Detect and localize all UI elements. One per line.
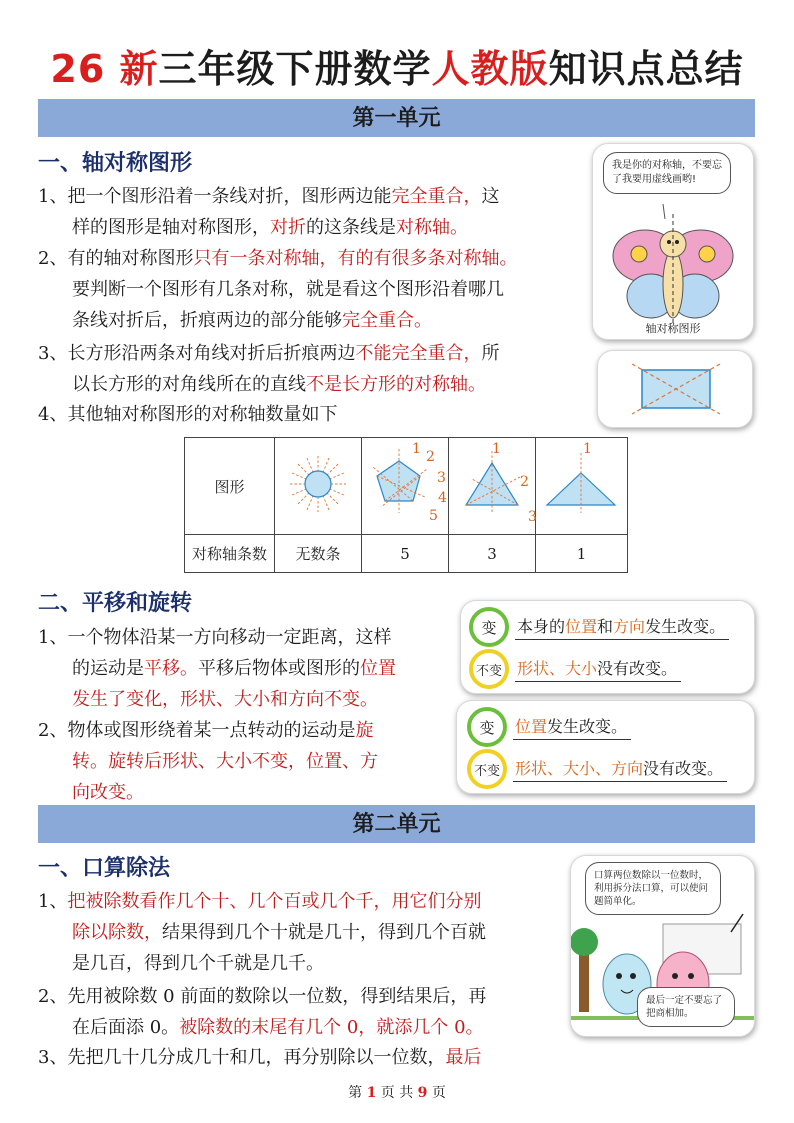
p-text: 把一个图形沿着一条线对折，图形两边能 (67, 186, 392, 207)
p-num: 1、 (38, 891, 68, 912)
butterfly-icon (593, 144, 753, 339)
p-highlight: 向改变。 (72, 782, 144, 803)
translation-change-row (469, 607, 729, 647)
p-highlight: 发生了变化，形状、大小和方向不变。 (72, 689, 378, 710)
division-speech-2: 最后一定不要忘了把商相加。 (637, 987, 735, 1027)
p-highlight: 被除数的末尾有几个 0，就添几个 0。 (179, 1017, 484, 1038)
table-cell: 5 (362, 535, 449, 573)
p-highlight: 旋 (355, 720, 374, 741)
table-row-label: 对称轴条数 (185, 535, 275, 573)
text: 发生改变。 (547, 717, 628, 736)
triangle-label-1: 1 (492, 441, 501, 457)
unit2-sec1-p3 (38, 1042, 568, 1073)
p-highlight: 不是长方形的对称轴。 (306, 374, 486, 395)
p-text: 以长方形的对角线所在的直线 (72, 374, 306, 395)
table-row (185, 535, 628, 573)
translation-same-row (469, 649, 681, 689)
p-highlight: 除以除数， (72, 922, 162, 943)
footer-text: 页 (431, 1085, 446, 1101)
unit1-sec1-p2 (38, 243, 598, 336)
p-highlight: 转。旋转后形状、大小不变，位置、方 (72, 751, 378, 772)
p-num: 1、 (38, 627, 68, 648)
p-highlight: 完全重合， (391, 186, 482, 207)
p-highlight: 只有一条对称轴，有的有很多条对称轴。 (193, 248, 518, 269)
isosceles-label-1: 1 (583, 441, 592, 457)
text: 没有改变。 (597, 659, 678, 678)
p-text: 物体或图形绕着某一点转动的运动是 (67, 720, 356, 741)
table-row (185, 438, 628, 535)
triangle-label-3: 3 (528, 509, 537, 525)
p-text: 条线对折后，折痕两边的部分能够 (72, 310, 342, 331)
same-text (513, 756, 727, 782)
p-highlight: 对称轴。 (396, 217, 468, 238)
triangle-label-2: 2 (520, 474, 529, 490)
pentagon-label-5: 5 (429, 508, 438, 524)
unit2-header: 第二单元 (38, 805, 755, 843)
unit1-sec1-heading: 一、轴对称图形 (38, 150, 193, 176)
isosceles-triangle-icon (537, 439, 626, 529)
table-row-label: 图形 (185, 438, 275, 535)
unit1-sec1-p3 (38, 338, 583, 400)
unit1-sec2-heading: 二、平移和旋转 (38, 590, 193, 616)
translation-card (460, 600, 755, 694)
p-num: 1、 (38, 186, 68, 207)
p-text: 是几百，得到几个千就是几千。 (72, 953, 324, 974)
text-highlight: 形状、大小、方向 (515, 759, 644, 778)
rotation-same-row (467, 749, 727, 789)
same-text (515, 656, 681, 682)
change-badge: 变 (467, 707, 507, 747)
isosceles-cell (536, 438, 628, 535)
p-text: 一个物体沿某一方向移动一定距离，这样 (67, 627, 392, 648)
unit1-header: 第一单元 (38, 99, 755, 137)
pentagon-label-2: 2 (426, 449, 435, 465)
p-text: 有的轴对称图形 (67, 248, 194, 269)
text-highlight: 方向 (613, 617, 646, 636)
p-num: 3、 (38, 343, 68, 364)
p-text: 的这条线是 (306, 217, 396, 238)
same-badge: 不变 (469, 649, 509, 689)
p-text: 长方形沿两条对角线对折后折痕两边 (67, 343, 356, 364)
p-highlight: 对折 (270, 217, 306, 238)
p-text: 要判断一个图形有几条对称，就是看这个图形沿着哪几 (72, 279, 504, 300)
p-highlight: 完全重合。 (342, 310, 432, 331)
unit1-sec2-p1 (38, 622, 458, 715)
p-text: 其他轴对称图形的对称轴数量如下 (67, 404, 338, 425)
pentagon-label-4: 4 (438, 490, 447, 506)
p-num: 2、 (38, 986, 68, 1007)
p-highlight: 把被除数看作几个十、几个百或几个千，用它们分别 (67, 891, 482, 912)
p-text: 所 (481, 343, 500, 364)
p-highlight: 平移。 (144, 658, 198, 679)
unit1-sec1-p4 (38, 399, 583, 430)
p-text: 这 (481, 186, 500, 207)
text: 发生改变。 (645, 617, 726, 636)
text: 和 (597, 617, 614, 636)
total-pages: 9 (417, 1085, 428, 1101)
p-highlight: 不能完全重合， (355, 343, 482, 364)
p-num: 4、 (38, 404, 68, 425)
text: 本身的 (517, 617, 566, 636)
table-cell: 1 (536, 535, 628, 573)
page-number: 1 (366, 1085, 377, 1101)
p-num: 2、 (38, 720, 68, 741)
division-speech-1: 口算两位数除以一位数时，利用拆分法口算，可以使问题简单化。 (585, 862, 721, 915)
circle-icon (276, 439, 360, 529)
pentagon-label-1: 1 (412, 441, 421, 457)
title-part4: 知识点总结 (548, 47, 744, 91)
title-part1: 26 新 (50, 47, 159, 91)
text-highlight: 位置 (565, 617, 598, 636)
butterfly-card (592, 143, 754, 340)
rotation-card (456, 700, 755, 794)
page-footer (0, 1082, 794, 1102)
p-text: 样的图形是轴对称图形， (72, 217, 270, 238)
same-badge: 不变 (467, 749, 507, 789)
p-num: 2、 (38, 248, 68, 269)
title-part3: 人教版 (431, 47, 549, 91)
unit2-sec1-heading: 一、口算除法 (38, 855, 171, 881)
butterfly-caption: 轴对称图形 (645, 322, 701, 335)
p-num: 3、 (38, 1047, 68, 1068)
change-text (513, 714, 631, 740)
unit1-sec2-p2 (38, 715, 458, 808)
text-highlight: 位置 (515, 717, 548, 736)
symmetry-axes-table (184, 437, 628, 573)
rectangle-diagonals-diagram (598, 351, 752, 427)
unit2-sec1-p2 (38, 981, 568, 1043)
table-cell: 3 (449, 535, 536, 573)
footer-text: 页 共 (380, 1085, 414, 1101)
p-text: 先把几十几分成几十和几，再分别除以一位数， (67, 1047, 446, 1068)
division-tip-card (570, 855, 755, 1037)
p-highlight: 位置 (360, 658, 396, 679)
unit2-sec1-p1 (38, 886, 568, 979)
change-badge: 变 (469, 607, 509, 647)
text: 没有改变。 (643, 759, 724, 778)
butterfly-speech: 我是你的对称轴，不要忘了我要用虚线画哟! (603, 152, 731, 194)
p-text: 平移后物体或图形的 (198, 658, 360, 679)
change-text (515, 614, 729, 640)
p-highlight: 最后 (445, 1047, 482, 1068)
rotation-change-row (467, 707, 631, 747)
p-text: 先用被除数 0 前面的数除以一位数，得到结果后，再 (67, 986, 487, 1007)
p-text: 结果得到几个十就是几十，得到几个百就 (162, 922, 486, 943)
rectangle-card (597, 350, 753, 428)
p-text: 在后面添 0。 (72, 1017, 180, 1038)
pentagon-label-3: 3 (437, 470, 446, 486)
page-title (0, 38, 794, 93)
table-cell: 无数条 (275, 535, 362, 573)
circle-cell (275, 438, 362, 535)
unit1-sec1-p1 (38, 181, 583, 243)
text-highlight: 形状、大小 (517, 659, 598, 678)
title-part2: 三年级下册数学 (158, 47, 432, 91)
footer-text: 第 (348, 1085, 363, 1101)
p-text: 的运动是 (72, 658, 144, 679)
